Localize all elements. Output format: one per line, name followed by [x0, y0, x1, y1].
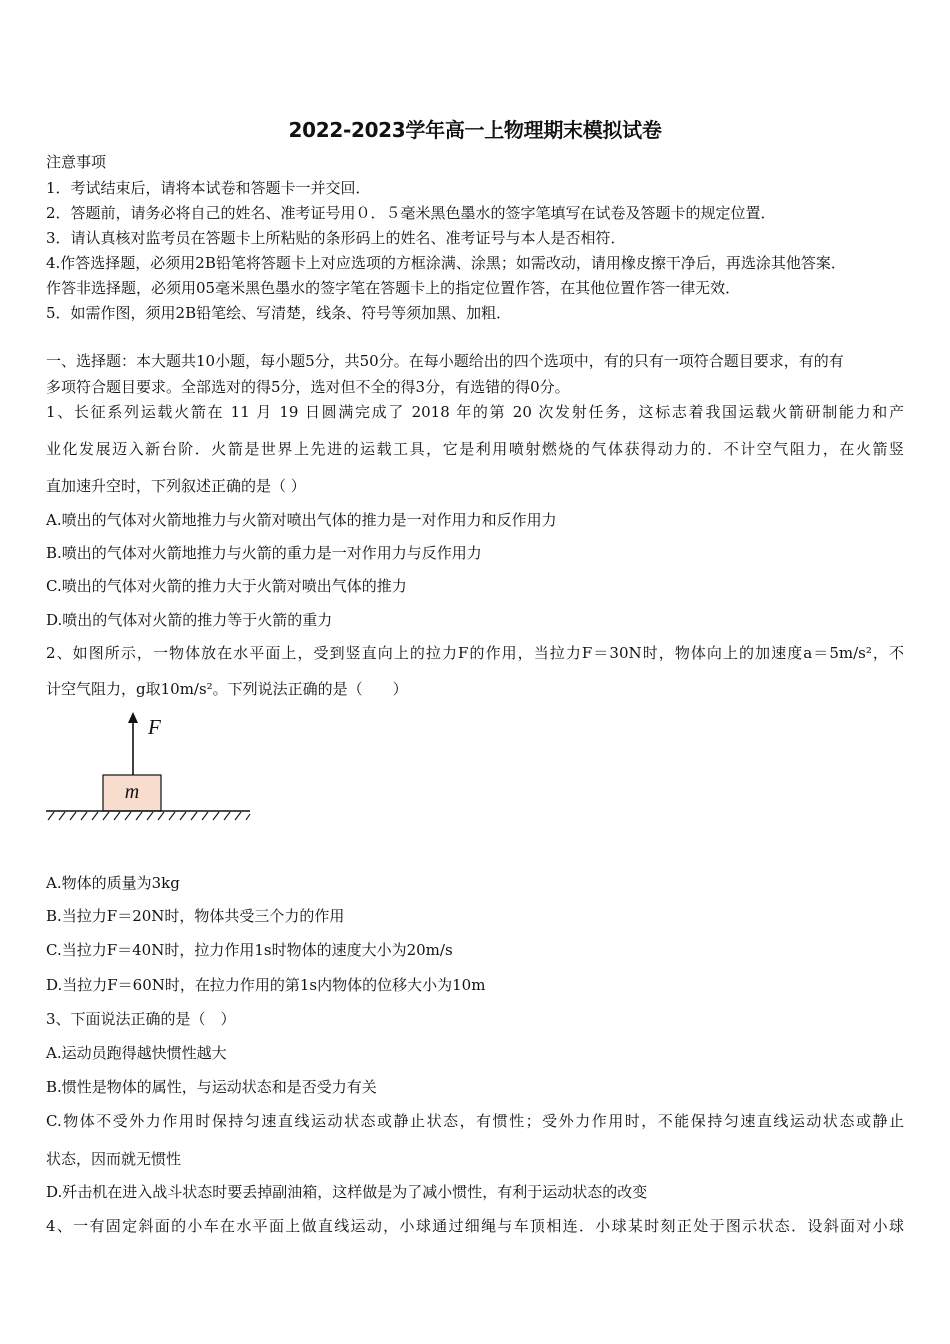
q1-option-d: D.喷出的气体对火箭的推力等于火箭的重力	[46, 611, 333, 629]
notice-item-3: 3．请认真核对监考员在答题卡上所粘贴的条形码上的姓名、准考证号与本人是否相符．	[46, 229, 626, 247]
q1-option-b: B.喷出的气体对火箭地推力与火箭的重力是一对作用力与反作用力	[46, 544, 482, 562]
q1-stem-line3: 直加速升空时，下列叙述正确的是（ ）	[46, 477, 306, 495]
section1-line1: 一、选择题：本大题共10小题，每小题5分，共50分。在每小题给出的四个选项中，有的只有一项符合题目要求，有的有	[46, 352, 844, 370]
q2-figure	[42, 708, 257, 828]
q3-option-d: D.歼击机在进入战斗状态时要丢掉副油箱，这样做是为了减小惯性，有利于运动状态的改变	[46, 1183, 648, 1201]
notice-item-5: 5．如需作图，须用2B铅笔绘、写清楚，线条、符号等须加黑、加粗．	[46, 304, 512, 322]
q3-option-b: B.惯性是物体的属性，与运动状态和是否受力有关	[46, 1078, 377, 1096]
notice-item-4-cont: 作答非选择题，必须用05毫米黑色墨水的签字笔在答题卡上的指定位置作答，在其他位置作答一律无效．	[46, 279, 741, 297]
q1-stem-line2: 业化发展迈入新台阶．火箭是世界上先进的运载工具，它是利用喷射燃烧的气体获得动力的．不计空气阻力，在火箭竖	[46, 440, 904, 458]
section1-line2: 多项符合题目要求。全部选对的得5分，选对但不全的得3分，有选错的得0分。	[46, 378, 570, 396]
q3-option-c-line1: C.物体不受外力作用时保持匀速直线运动状态或静止状态，有惯性；受外力作用时，不能保持匀速直线运动状态或静止	[46, 1112, 904, 1130]
notice-heading: 注意事项	[46, 153, 107, 171]
q1-stem-line1: 1、长征系列运载火箭在 11 月 19 日圆满完成了 2018 年的第 20 次发射任务，这标志着我国运载火箭研制能力和产	[46, 403, 904, 421]
q2-option-a: A.物体的质量为3kg	[46, 874, 180, 892]
q4-stem-line1: 4、一有固定斜面的小车在水平面上做直线运动，小球通过细绳与车顶相连．小球某时刻正处于图示状态．设斜面对小球	[46, 1217, 904, 1235]
q2-option-b: B.当拉力F＝20N时，物体共受三个力的作用	[46, 907, 345, 925]
q2-stem-line1: 2、如图所示，一物体放在水平面上，受到竖直向上的拉力F的作用，当拉力F＝30N时，物体向上的加速度a＝5m/s²，不	[46, 644, 904, 662]
page-title: 2022-2023学年高一上物理期末模拟试卷	[288, 118, 662, 142]
q1-option-a: A.喷出的气体对火箭地推力与火箭对喷出气体的推力是一对作用力和反作用力	[46, 511, 557, 529]
q3-option-a: A.运动员跑得越快惯性越大	[46, 1044, 227, 1062]
q2-option-c: C.当拉力F＝40N时，拉力作用1s时物体的速度大小为20m/s	[46, 941, 453, 959]
notice-item-4: 4.作答选择题，必须用2B铅笔将答题卡上对应选项的方框涂满、涂黑；如需改动，请用橡皮擦干净后，再选涂其他答案．	[46, 254, 846, 272]
force-arrow-head	[128, 712, 138, 723]
mass-label: m	[124, 781, 140, 803]
notice-item-2: 2．答题前，请务必将自己的姓名、准考证号用０．５毫米黑色墨水的签字笔填写在试卷及答题卡的规定位置．	[46, 204, 776, 222]
q1-option-c: C.喷出的气体对火箭的推力大于火箭对喷出气体的推力	[46, 577, 407, 595]
q2-figure-svg	[42, 708, 257, 828]
q3-stem: 3、下面说法正确的是（ ）	[46, 1010, 236, 1028]
q3-option-c-line2: 状态，因而就无惯性	[46, 1150, 182, 1168]
ground-hatching	[48, 812, 250, 820]
q2-stem-line2: 计空气阻力，g取10m/s²。下列说法正确的是（ ）	[46, 680, 408, 698]
force-label: F	[148, 715, 161, 739]
q2-option-d: D.当拉力F＝60N时，在拉力作用的第1s内物体的位移大小为10m	[46, 976, 486, 994]
notice-item-1: 1．考试结束后，请将本试卷和答题卡一并交回．	[46, 179, 371, 197]
